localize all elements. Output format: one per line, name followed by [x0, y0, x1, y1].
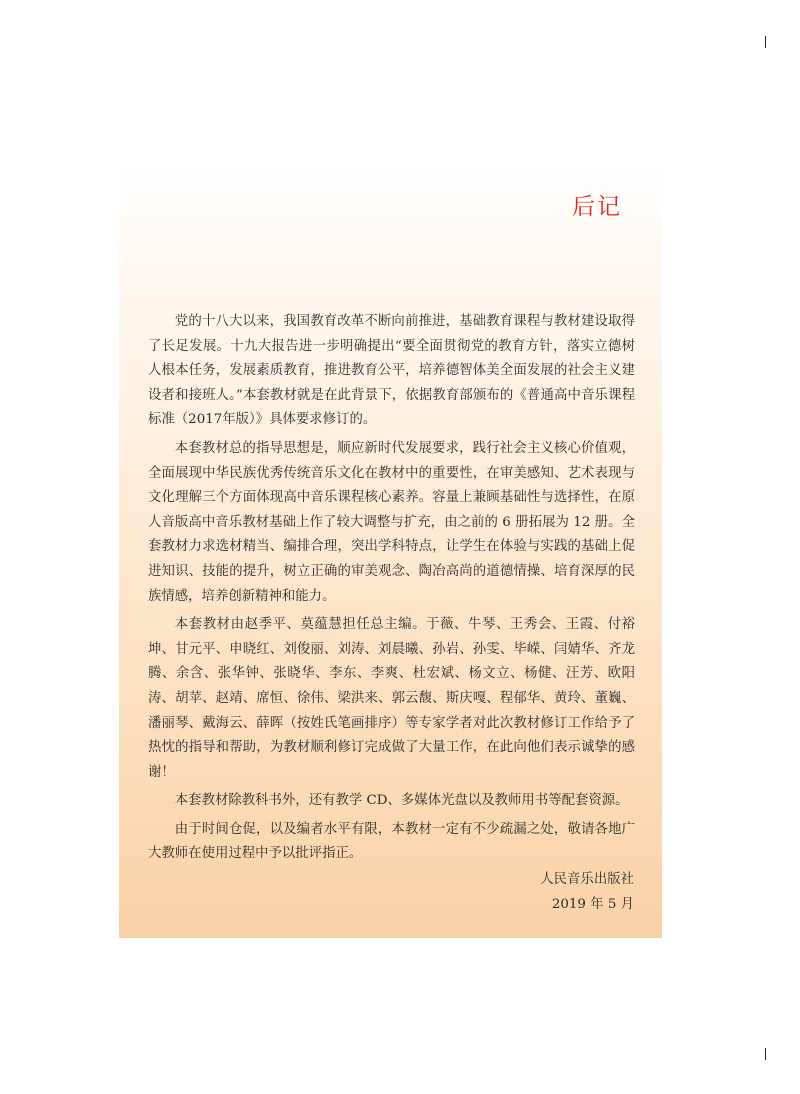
publisher-name: 人民音乐出版社: [540, 872, 634, 887]
paragraph-1: 党的十八大以来，我国教育改革不断向前推进，基础教育课程与教材建设取得了长足发展。十九大报告进一步明确提出“要全面贯彻党的教育方针，落实立德树人根本任务，发展素质教育，推进教育公平，培养德智体美全面发展的社会主义建设者和接班人。”本套教材就是在此背景下，依据教育部颁布的《普通高中音乐课程标准（2017年版）》具体要求修订的。: [148, 314, 635, 428]
signature-block: [434, 868, 634, 917]
paragraph-2: 本套教材总的指导思想是，顺应新时代发展要求，践行社会主义核心价值观，全面展现中华民族优秀传统音乐文化在教材中的重要性，在审美感知、艺术表现与文化理解三个方面体现高中音乐课程核心素养。容量上兼顾基础性与选择性，在原人音版高中音乐教材基础上作了较大调整与扩充，由之前的 6 册拓展为 12 册。全套教材力求选材精当、编排合理，突出学科特点，让学生在体验与实践的基础上促进知识、技能的提升，树立正确的审美观念、陶冶高尚的道德情操、培育深厚的民族情感，培养创新精神和能力。: [148, 440, 635, 604]
crop-mark-top: [765, 36, 766, 48]
paragraph-4: 本套教材除教科书外，还有教学 CD、多媒体光盘以及教师用书等配套资源。: [174, 793, 629, 809]
paragraph-3: 本套教材由赵季平、莫蕴慧担任总主编。于薇、牛琴、王秀会、王霞、付裕坤、甘元平、申晓红、刘俊丽、刘涛、刘晨曦、孙岩、孙雯、毕嵘、闫婧华、齐龙腾、余含、张华钟、张晓华、李东、李爽、杜宏斌、杨文立、杨健、汪芳、欧阳涛、胡苹、赵靖、席恒、徐伟、梁洪来、郭云馥、斯庆嘎、程郁华、黄玲、董巍、潘丽琴、戴海云、薛晖（按姓氏笔画排序）等专家学者对此次教材修订工作给予了热忱的指导和帮助，为教材顺利修订完成做了大量工作，在此向他们表示诚挚的感谢！: [148, 617, 635, 780]
afterword-body: [148, 310, 635, 871]
crop-mark-bottom: [765, 1048, 766, 1060]
paragraph-5: 由于时间仓促，以及编者水平有限，本教材一定有不少疏漏之处，敬请各地广大教师在使用过程中予以批评指正。: [148, 821, 635, 862]
page-title: 后记: [572, 194, 622, 220]
afterword-panel: [119, 160, 662, 938]
publish-date: 2019 年 5 月: [551, 896, 634, 912]
